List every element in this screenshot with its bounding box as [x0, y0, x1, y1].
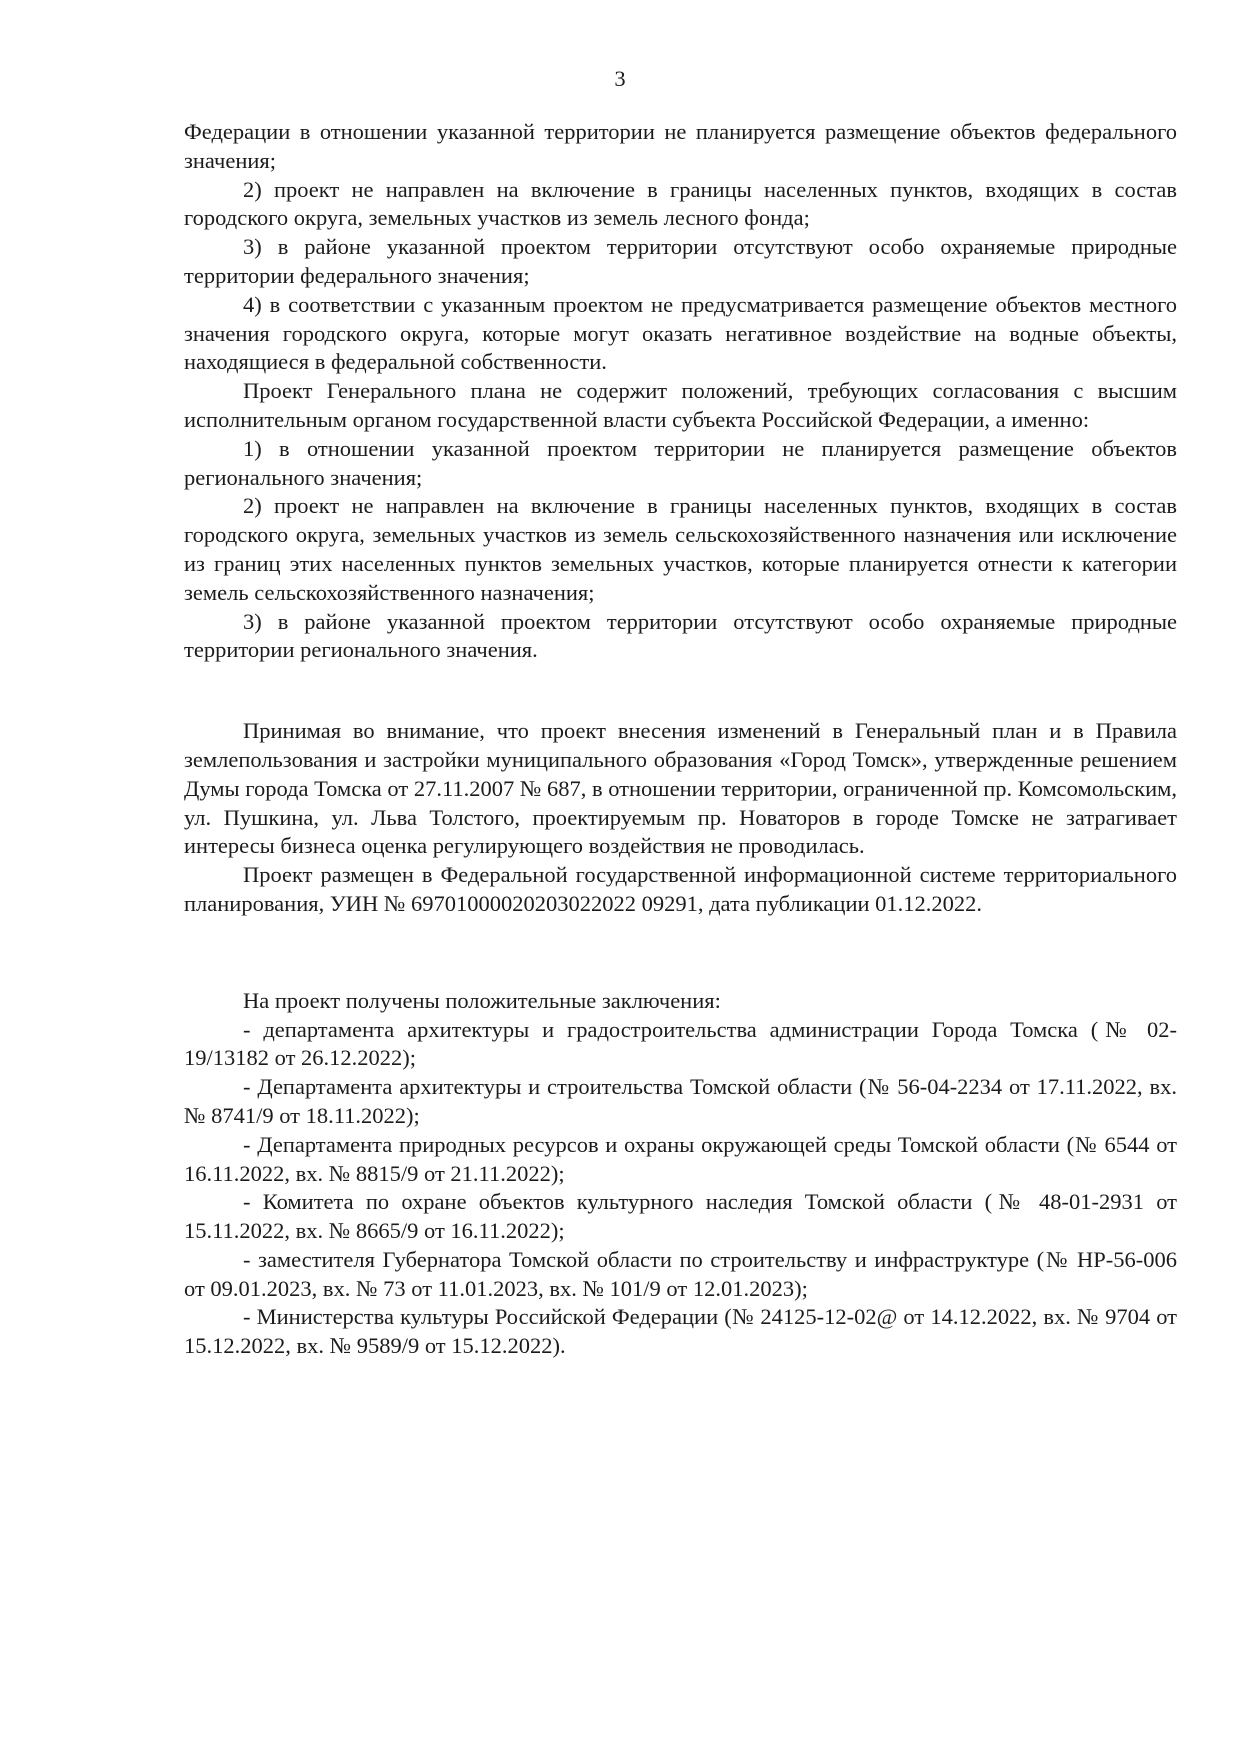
conclusion-item: - Департамента природных ресурсов и охраны окружающей среды Томской области (№ 6544 от 16.11.2022, вх. № 8815/9 от 21.11.2022); [184, 1131, 1177, 1186]
paragraph: 3) в районе указанной проектом территории отсутствуют особо охраняемые природные территории федерального значения; [184, 234, 1177, 288]
paragraph: 1) в отношении указанной проектом территории не планируется размещение объектов регионального значения; [184, 435, 1177, 490]
page-number: 3 [614, 66, 626, 91]
conclusion-item: - заместителя Губернатора Томской области по строительству и инфраструктуре (№ НР-56-006 от 09.01.2023, вх. № 73 от 11.01.2023, вх. № 101/9 от 12.01.2023); [184, 1246, 1177, 1301]
paragraph: 2) проект не направлен на включение в границы населенных пунктов, входящих в состав городского округа, земельных участков из земель лесного фонда; [184, 176, 1177, 231]
conclusion-item: - Комитета по охране объектов культурного наследия Томской области (№ 48-01-2931 от 15.11.2022, вх. № 8665/9 от 16.11.2022); [184, 1189, 1177, 1244]
main-text [184, 118, 1177, 1361]
paragraph: 4) в соответствии с указанным проектом не предусматривается размещение объектов местного значения городского округа, которые могут оказать негативное воздействие на водные объекты, находящиеся в федеральной собственности. [184, 291, 1177, 375]
paragraph: Проект размещен в Федеральной государственной информационной системе территориального планирования, УИН № 69701000020203022022 09291, дата публикации 01.12.2022. [184, 862, 1177, 916]
conclusions-intro: На проект получены положительные заключения: [243, 987, 721, 1013]
paragraph: Принимая во внимание, что проект внесения изменений в Генеральный план и в Правила землепользования и застройки муниципального образования «Город Томск», утвержденные решением Думы города Томска от 27.11.2007 № 687, в отношении территории, ограниченной пр. Комсомольским, ул. Пушкина, ул. Льва Толстого, проектируемым пр. Новаторов в городе Томске не затрагивает интересы бизнеса оценка регулирующего воздействия не проводилась. [184, 718, 1177, 859]
paragraph: 3) в районе указанной проектом территории отсутствуют особо охраняемые природные территории регионального значения. [184, 608, 1177, 663]
paragraph: 2) проект не направлен на включение в границы населенных пунктов, входящих в состав городского округа, земельных участков из земель сельскохозяйственного назначения или исключение из границ этих населенных пунктов земельных участков, которые планируется отнести к категории земель сельскохозяйственного назначения; [184, 493, 1177, 605]
conclusion-item: - Министерства культуры Российской Федерации (№ 24125-12-02@ от 14.12.2022, вх. № 9704 от 15.12.2022, вх. № 9589/9 от 15.12.2022). [184, 1304, 1177, 1359]
conclusion-item: - Департамента архитектуры и строительства Томской области (№ 56-04-2234 от 17.11.2022, вх. № 8741/9 от 18.11.2022); [184, 1074, 1177, 1128]
conclusion-item: - департамента архитектуры и градостроительства администрации Города Томска (№ 02-19/13182 от 26.12.2022); [184, 1016, 1177, 1071]
paragraph: Федерации в отношении указанной территории не планируется размещение объектов федерального значения; [184, 119, 1177, 173]
paragraph: Проект Генерального плана не содержит положений, требующих согласования с высшим исполнительным органом государственной власти субъекта Российской Федерации, а именно: [184, 378, 1177, 432]
